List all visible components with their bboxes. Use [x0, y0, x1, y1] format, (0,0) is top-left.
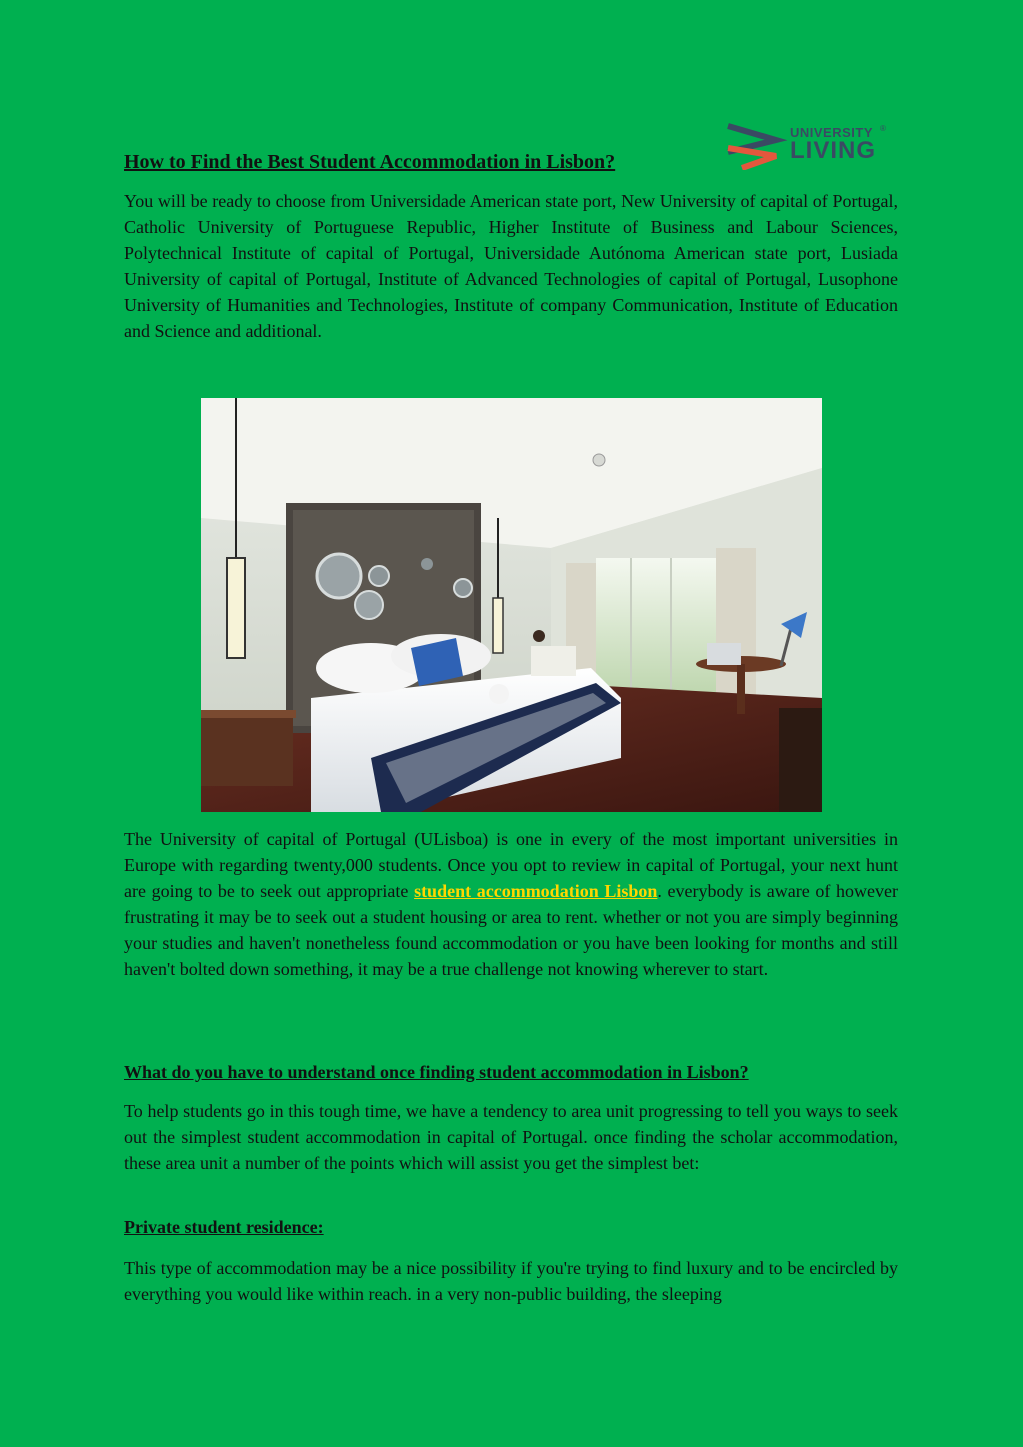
- bedroom-photo: [201, 398, 822, 812]
- logo-text-university: UNIVERSITY: [790, 125, 874, 140]
- logo-chevron-icon: [724, 122, 788, 170]
- student-accommodation-lisbon-link[interactable]: student accommodation Lisbon: [414, 881, 658, 901]
- university-living-logo: [724, 122, 894, 170]
- section-heading-what-to-understand: What do you have to understand once finding student accommodation in Lisbon?: [124, 1062, 749, 1082]
- paragraph-text: The University of capital of Portugal (ULisboa) is one in every of the most important universities in Europe with regarding twenty,000 students. Once you opt to review in capital of Portugal, your next hunt are going to be to seek out appropriate: [124, 829, 898, 901]
- ulisboa-paragraph: [124, 826, 898, 982]
- logo-text-living: LIVING: [790, 137, 877, 164]
- intro-paragraph: You will be ready to choose from Universidade American state port, New University of capital of Portugal, Catholic University of Portuguese Republic, Higher Institute of Business and Labour Sciences, Polytechnical Institute of capital of Portugal, Universidade Autónoma American state port, Lusiada University of capital of Portugal, Institute of Advanced Technologies of capital of Portugal, Lusophone University of Humanities and Technologies, Institute of company Communication, Institute of Education and Science and additional.: [124, 191, 898, 341]
- bedroom-illustration: [201, 398, 822, 812]
- section-heading-private-residence: Private student residence:: [124, 1217, 324, 1237]
- private-residence-paragraph: This type of accommodation may be a nice possibility if you're trying to find luxury and to be encircled by everything you would like within reach. in a very non-public building, the sleeping: [124, 1258, 898, 1304]
- article-title: How to Find the Best Student Accommodation in Lisbon?: [124, 151, 616, 173]
- logo-registered-mark: ®: [880, 124, 886, 133]
- paragraph-text: . everybody is aware of however frustrating it may be to seek out a student housing or area to rent. whether or not you are simply beginning your studies and haven't nonetheless found accommodation or you have been looking for months and still haven't bolted down something, it may be a true challenge not knowing wherever to start.: [124, 881, 899, 979]
- tips-paragraph: To help students go in this tough time, we have a tendency to area unit progressing to tell you ways to seek out the simplest student accommodation in capital of Portugal. once finding the scholar accommodation, these area unit a number of the points which will assist you get the simplest bet:: [124, 1101, 898, 1173]
